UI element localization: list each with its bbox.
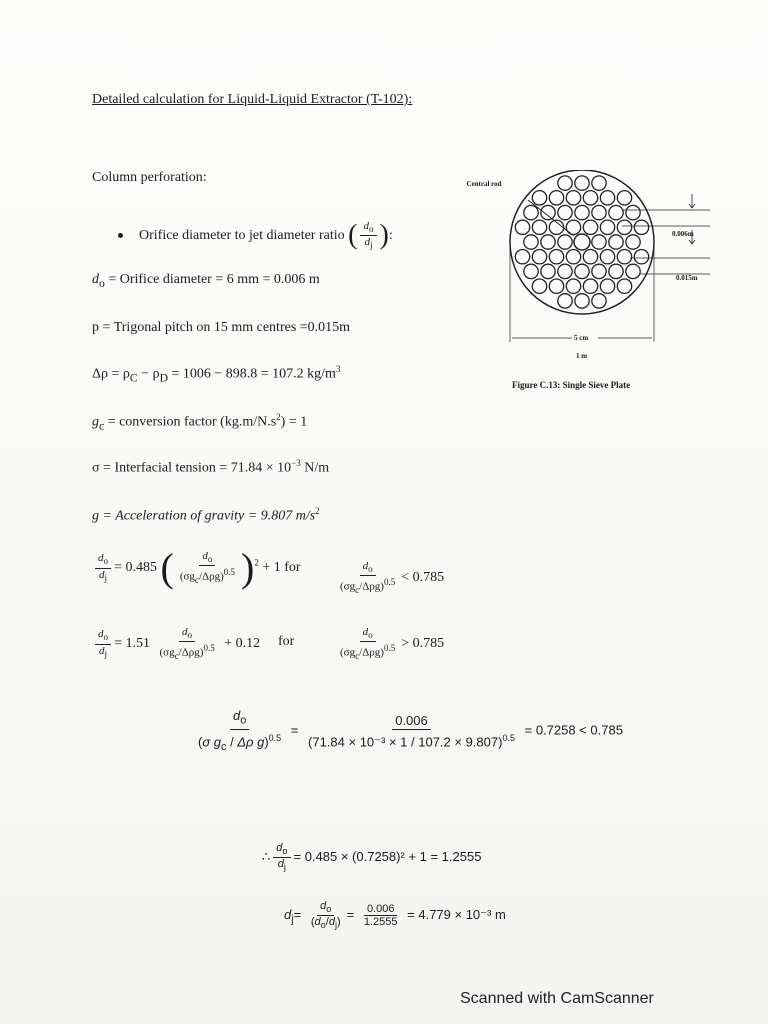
perforation-hole bbox=[617, 220, 631, 234]
central-rod-circle bbox=[574, 234, 590, 250]
perforation-hole bbox=[566, 191, 580, 205]
perforation-hole bbox=[566, 279, 580, 293]
perforation-hole bbox=[609, 205, 623, 219]
perforation-hole bbox=[541, 205, 555, 219]
sieve-plate-figure bbox=[466, 170, 700, 370]
perforation-hole bbox=[592, 176, 606, 190]
perforation-hole bbox=[541, 235, 555, 249]
perforation-hole bbox=[549, 191, 563, 205]
perforation-hole bbox=[634, 250, 648, 264]
equation-5: $d_j=$ $\frac{d_o}{(d_o/d_j)}$ = $\frac{0.006}{1.2555}$ = 4.779 × 10⁻³ m bbox=[284, 900, 506, 931]
perforation-hole bbox=[558, 294, 572, 308]
bullet-dot-icon bbox=[118, 233, 123, 238]
perforation-hole bbox=[524, 205, 538, 219]
perforation-hole bbox=[575, 294, 589, 308]
perforation-hole bbox=[532, 279, 546, 293]
line-gravity: g = Acceleration of gravity = 9.807 $m/s^2$ bbox=[92, 506, 320, 524]
perforation-hole bbox=[524, 235, 538, 249]
equation-2-for: for bbox=[278, 634, 295, 649]
perforation-hole bbox=[566, 250, 580, 264]
label-diameter: 1 m bbox=[576, 352, 588, 360]
perforation-hole bbox=[600, 220, 614, 234]
perforation-hole bbox=[575, 176, 589, 190]
perforation-hole bbox=[583, 191, 597, 205]
perforation-hole bbox=[515, 250, 529, 264]
perforation-hole bbox=[549, 250, 563, 264]
perforation-hole bbox=[617, 279, 631, 293]
perforation-hole bbox=[583, 279, 597, 293]
perforation-hole bbox=[592, 294, 606, 308]
label-pitch: 0.015m bbox=[676, 274, 698, 282]
perforation-hole bbox=[617, 250, 631, 264]
section-subtitle: Column perforation: bbox=[92, 170, 207, 185]
equation-1-condition: $\frac{d_o}{(\sigma g_c/\Delta\rho g)^{0.5}}$ < 0.785 bbox=[340, 560, 445, 596]
perforation-hole bbox=[609, 235, 623, 249]
line-interfacial-tension: σ = Interfacial tension = $71.84 \times 10^{-3}$ N/m bbox=[92, 458, 330, 476]
sieve-plate-diagram bbox=[500, 170, 720, 370]
line-trigonal-pitch: p = Trigonal pitch on 15 mm centres =0.015m bbox=[92, 320, 351, 335]
perforation-hole bbox=[592, 264, 606, 278]
equation-4: ∴ $\frac{d_o}{d_j}$ = 0.485 × (0.7258)² + 1 = 1.2555 bbox=[262, 842, 482, 873]
label-central-rod: Central rod bbox=[466, 180, 502, 188]
equation-1: $\frac{d_o}{d_j}$ = 0.485 ( $\frac{d_o}{(\sigma g_c/\Delta\rho g)^{0.5}}$ )$^2$ + 1 for bbox=[92, 548, 301, 588]
perforation-hole bbox=[626, 264, 640, 278]
perforation-hole bbox=[609, 264, 623, 278]
perforation-hole bbox=[515, 220, 529, 234]
perforation-hole bbox=[558, 176, 572, 190]
perforation-hole bbox=[532, 250, 546, 264]
bullet-text: Orifice diameter to jet diameter ratio bbox=[139, 227, 345, 243]
perforation-hole bbox=[558, 264, 572, 278]
line-orifice-diameter: $d_o$ = Orifice diameter = 6 mm = 0.006 m bbox=[92, 272, 320, 290]
perforation-hole bbox=[558, 235, 572, 249]
perforation-hole bbox=[634, 220, 648, 234]
perforation-hole bbox=[583, 250, 597, 264]
perforation-hole bbox=[617, 191, 631, 205]
perforation-hole bbox=[592, 205, 606, 219]
perforation-hole bbox=[532, 191, 546, 205]
line-density-difference: $\Delta\rho = \rho_C - \rho_D = 1006 - 898.8 = 107.2$ $kg/m^3$ bbox=[92, 364, 341, 385]
equation-2: $\frac{d_o}{d_j}$ = 1.51 $\frac{d_o}{(\sigma g_c/\Delta\rho g)^{0.5}}$ + 0.12 bbox=[92, 626, 260, 662]
perforation-hole bbox=[592, 235, 606, 249]
perforation-hole bbox=[541, 264, 555, 278]
equation-3: $\frac{d_o}{(\sigma g_c / \Delta\rho g)^{0.5}}$ = $\frac{0.006}{(71.84 \times 10^{-3} \times 1 / 107.2 \times 9.807)^{0.5}}$ = 0.7258 < 0.785 bbox=[198, 708, 623, 753]
perforation-hole bbox=[575, 264, 589, 278]
figure-caption: Figure C.13: Single Sieve Plate bbox=[512, 380, 631, 390]
perforation-hole bbox=[558, 205, 572, 219]
perforation-hole bbox=[600, 250, 614, 264]
perforation-hole bbox=[524, 264, 538, 278]
perforation-hole bbox=[575, 205, 589, 219]
perforation-hole bbox=[600, 279, 614, 293]
perforation-hole bbox=[600, 191, 614, 205]
perforation-hole bbox=[626, 205, 640, 219]
perforation-hole bbox=[583, 220, 597, 234]
line-conversion-factor: $g_c$ = conversion factor $(kg.m/N.s^2) = 1$ bbox=[92, 412, 308, 433]
perforation-hole bbox=[532, 220, 546, 234]
perforation-hole bbox=[626, 235, 640, 249]
perforation-hole bbox=[566, 220, 580, 234]
label-width: 5 cm bbox=[574, 334, 589, 342]
document-title: Detailed calculation for Liquid-Liquid Extractor (T-102): bbox=[92, 92, 413, 107]
equation-2-condition: $\frac{d_o}{(\sigma g_c/\Delta\rho g)^{0.5}}$ > 0.785 bbox=[340, 626, 445, 662]
perforation-hole bbox=[549, 279, 563, 293]
bullet-item: Orifice diameter to jet diameter ratio ( $\frac{d_o}{d_j}$ ): bbox=[118, 220, 393, 251]
label-hole-size: 0.006m bbox=[672, 230, 694, 238]
camscanner-watermark: Scanned with CamScanner bbox=[460, 990, 654, 1007]
